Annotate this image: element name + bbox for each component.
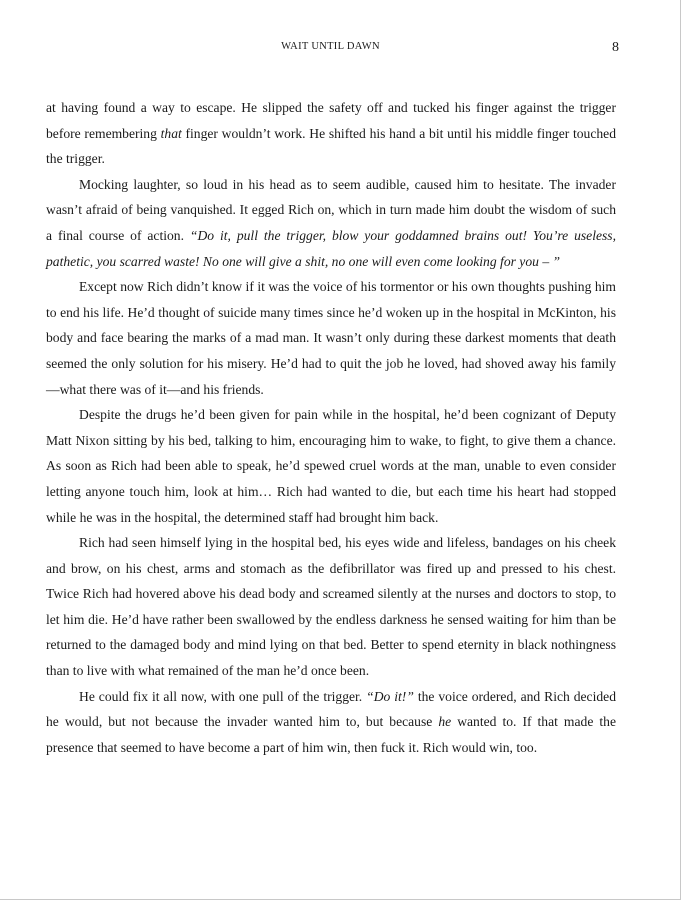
running-title: WAIT UNTIL DAWN <box>281 41 380 52</box>
running-header <box>46 40 619 58</box>
text-run: Rich had seen himself lying in the hospital bed, his eyes wide and lifeless, bandages on his cheek and brow, on his chest, arms and stomach as the defibrillator was fired up and pressed to his chest. Twice Rich had hovered above his dead body and screamed silently at the nurses and doctors to stop, to let him die. He’d have rather been swallowed by the endless darkness he sensed waiting for him than be returned to the damaged body and mind lying on that bed. Better to spend eternity in black nothingness than to live with what remained of the man he’d once been. <box>46 535 616 679</box>
text-run: finger wouldn’t work. He shifted his hand a bit until his middle finger touched the trigger. <box>46 125 617 167</box>
paragraph <box>46 402 616 530</box>
text-run: the voice ordered, and Rich decided he would, but not because the invader wanted him to, but because <box>46 688 616 730</box>
paragraph <box>46 684 616 761</box>
text-run: He could fix it all now, with one pull of the trigger. <box>79 688 367 704</box>
body-text <box>46 95 616 760</box>
italic-text: “Do it, pull the trigger, blow your goddamned brains out! You’re useless, pathetic, you scarred waste! No one will give a shit, no one will even come looking for you – ” <box>46 227 616 269</box>
text-run: Mocking laughter, so loud in his head as to seem audible, caused him to hesitate. The invader wasn’t afraid of being vanquished. It egged Rich on, which in turn made him doubt the wisdom of such a final course of action. <box>46 176 616 243</box>
paragraph <box>46 530 616 684</box>
italic-text: that <box>160 125 182 141</box>
text-run: at having found a way to escape. He slipped the safety off and tucked his finger against the trigger before remembering <box>46 100 616 141</box>
text-run: wanted to. If that made the presence that seemed to have become a part of him win, then fuck it. Rich would win, too. <box>46 714 616 755</box>
page-number: 8 <box>612 40 619 55</box>
paragraph <box>46 274 616 402</box>
italic-text: he <box>438 714 452 730</box>
italic-text: “Do it!” <box>366 688 414 704</box>
text-run: Except now Rich didn’t know if it was the voice of his tormentor or his own thoughts pushing him to end his life. He’d thought of suicide many times since he’d woken up in the hospital in McKinton, his body and face bearing the marks of a mad man. It wasn’t only during these darkest moments that death seemed the only solution for his misery. He’d had to quit the job he loved, had shoved away his family—what there was of it—and his friends. <box>46 279 616 397</box>
paragraph <box>46 172 616 274</box>
paragraph <box>46 95 616 172</box>
text-run: Despite the drugs he’d been given for pain while in the hospital, he’d been cognizant of Deputy Matt Nixon sitting by his bed, talking to him, encouraging him to wake, to fight, to give them a chance. As soon as Rich had been able to speak, he’d spewed cruel words at the man, unable to even consider letting anyone touch him, look at him… Rich had wanted to die, but each time his heart had stopped while he was in the hospital, the determined staff had brought him back. <box>46 407 616 525</box>
